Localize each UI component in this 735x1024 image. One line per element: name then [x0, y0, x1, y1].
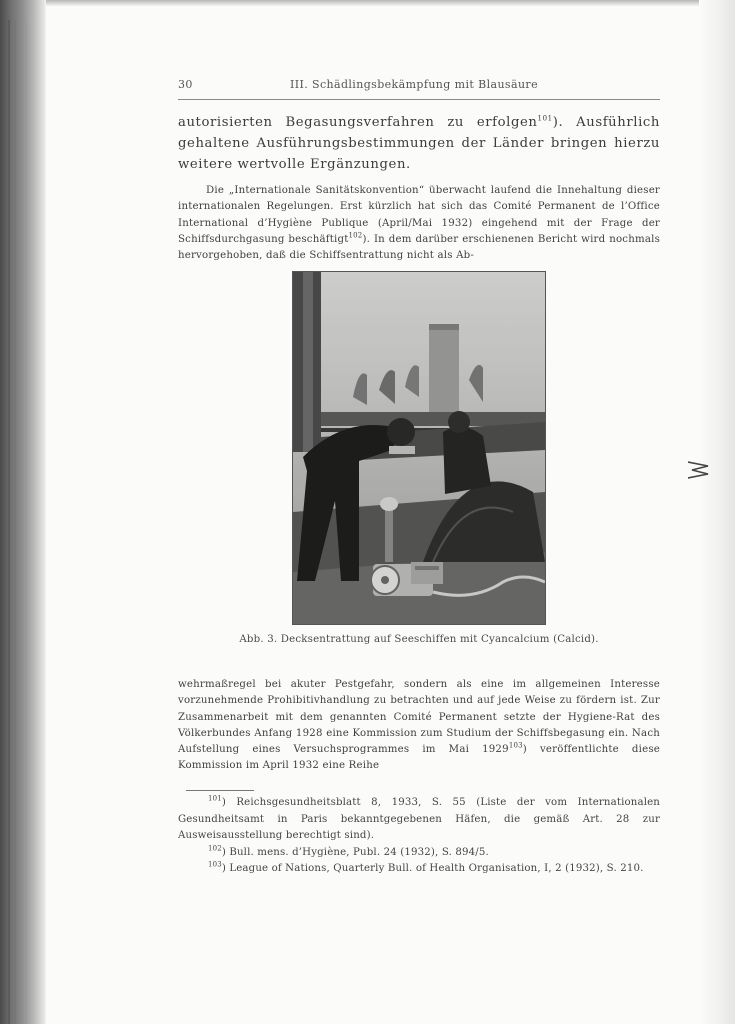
footnote-text: ) League of Nations, Quarterly Bull. of Health Organisation, I, 2 (1932), S. 210.	[221, 863, 644, 874]
body-paragraph-2	[178, 677, 660, 775]
binding-rib	[14, 20, 16, 1024]
footnote-text: ) Reichsgesundheitsblatt 8, 1933, S. 55 (Liste der vom Internationalen Gesundheitsamt in Paris bekanntgegebenen Häfen, die gemäß Art. 28 zur Ausweisausstellung berechtigt sind).	[178, 797, 660, 841]
paragraph-text: ) veröffentlichte diese Kommission im April 1932 eine Reihe	[178, 744, 660, 772]
binding-rib	[26, 20, 27, 1024]
footnote	[178, 845, 660, 862]
binding-rib	[8, 20, 10, 1024]
running-title: III. Schädlingsbekämpfung mit Blausäure	[289, 78, 538, 91]
footnote	[178, 861, 660, 878]
footnotes	[178, 795, 660, 878]
footnote-rule	[186, 790, 254, 791]
footnote-text: ) Bull. mens. d’Hygiène, Publ. 24 (1932), S. 894/5.	[221, 846, 489, 858]
page-right-edge	[699, 0, 735, 1024]
body-paragraph-1	[178, 183, 660, 264]
book-page	[178, 78, 660, 874]
paragraph-text: wehrmaßregel bei akuter Pestgefahr, sondern als eine im allgemeinen Interesse vorzunehmende Prohibitivhandlung zu betrachten und auf jede Weise zu fördern ist. Zur Zusammenarbeit mit dem genannten Comité Permanent setzte der Hygiene-Rat des Völkerbundes Anfang 1928 eine Kommission zum Studium der Schiffsbegasung ein. Nach Aufstellung eines Versuchsprogrammes im Mai 1929	[178, 679, 660, 756]
footnote-number: 103	[208, 860, 222, 869]
lead-text: ). Ausführlich gehaltene Ausführungsbestimmungen der Länder bringen hierzu weitere wertvolle Ergänzungen.	[178, 115, 660, 172]
running-header	[178, 78, 660, 100]
page-edge-mark	[688, 458, 710, 482]
page-top-shadow	[0, 0, 735, 6]
footnote-number: 101	[208, 794, 222, 803]
footnote	[178, 795, 660, 845]
footnote-ref: 101	[537, 114, 553, 123]
lead-text: autorisierten Begasungsverfahren zu erfolgen	[178, 115, 538, 130]
paragraph-text: Die „Internationale Sanitätskonvention“ überwacht laufend die Innehaltung dieser internationalen Regelungen. Erst kürzlich hat sich das Comité Permanent de l’Office International d’Hygiène Publique (April/Mai 1932) eingehend mit der Frage der Schiffsdurchgasung beschäftigt	[178, 185, 660, 245]
footnote-ref: 103	[508, 741, 523, 750]
figure-photo	[292, 271, 546, 625]
paragraph-text: ). In dem darüber erschienenen Bericht wird nochmals hervorgehoben, daß die Schiffsentrattung nicht als Ab-	[178, 233, 660, 262]
book-binding	[0, 0, 46, 1024]
lead-paragraph	[178, 112, 660, 175]
page-number: 30	[178, 78, 193, 91]
figure-caption: Abb. 3. Decksentrattung auf Seeschiffen mit Cyancalcium (Calcid).	[239, 634, 599, 645]
footnote-number: 102	[208, 844, 222, 853]
footnote-ref: 102	[348, 231, 363, 240]
